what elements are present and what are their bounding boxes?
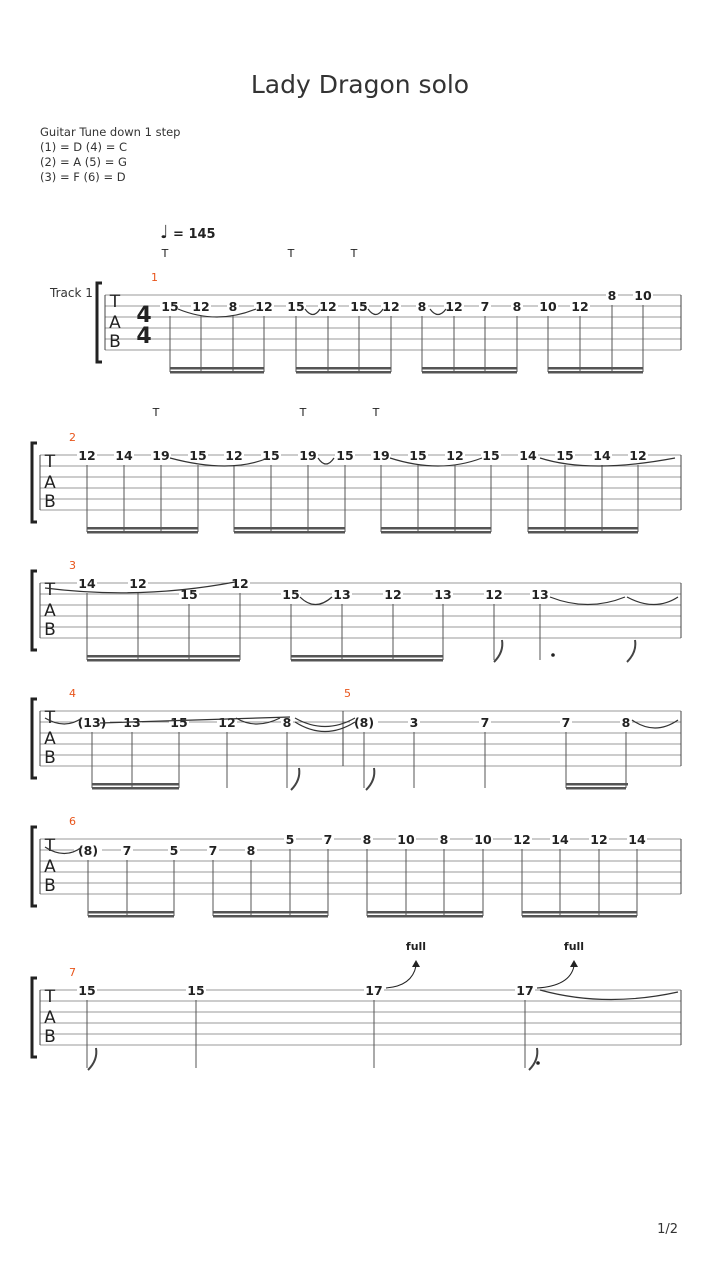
fret-number: 19 bbox=[372, 448, 390, 463]
fret-number: 14 bbox=[115, 448, 133, 463]
tab-letter-t: T bbox=[44, 580, 56, 600]
fret-number: 17 bbox=[365, 983, 383, 998]
bar-number: 6 bbox=[69, 815, 76, 828]
beam-stub bbox=[88, 911, 95, 914]
tab-letter-b: B bbox=[44, 620, 56, 640]
tab-letter-t: T bbox=[109, 292, 121, 312]
tap-marking: T bbox=[287, 247, 295, 260]
beam-stub bbox=[167, 911, 174, 914]
time-signature-top: 4 bbox=[136, 303, 152, 328]
tab-letter-a: A bbox=[44, 729, 56, 749]
fret-number: 12 bbox=[446, 448, 464, 463]
beam bbox=[92, 787, 179, 790]
tie-curve bbox=[300, 597, 332, 605]
tuning-line: (2) = A (5) = G bbox=[40, 155, 127, 169]
beam bbox=[566, 783, 626, 786]
fret-number: 12 bbox=[513, 832, 531, 847]
beam bbox=[213, 915, 328, 918]
score-title: Lady Dragon solo bbox=[250, 70, 470, 99]
fret-number: 12 bbox=[382, 299, 400, 314]
bar-number: 5 bbox=[344, 687, 351, 700]
beam bbox=[296, 367, 391, 370]
fret-number: 12 bbox=[225, 448, 243, 463]
fret-number: 7 bbox=[122, 843, 132, 858]
tap-marking: T bbox=[299, 406, 307, 419]
system-bracket bbox=[32, 571, 37, 650]
fret-number: 12 bbox=[445, 299, 463, 314]
fret-number: 8 bbox=[417, 299, 427, 314]
fret-number: 7 bbox=[480, 715, 490, 730]
fret-number: (8) bbox=[353, 715, 375, 730]
fret-number: 8 bbox=[439, 832, 449, 847]
note-flag bbox=[88, 1048, 96, 1070]
beam bbox=[213, 911, 328, 914]
fret-number: 19 bbox=[299, 448, 317, 463]
beam-stub bbox=[92, 783, 99, 786]
track-name: Track 1 bbox=[50, 286, 93, 300]
dot bbox=[551, 653, 555, 657]
tab-letter-b: B bbox=[44, 492, 56, 512]
note-flag bbox=[627, 640, 635, 662]
bend-curve bbox=[386, 966, 416, 988]
tab-letter-a: A bbox=[44, 857, 56, 877]
fret-number: 7 bbox=[323, 832, 333, 847]
fret-number: (13) bbox=[77, 715, 107, 730]
fret-number: 12 bbox=[192, 299, 210, 314]
tie-curve bbox=[550, 597, 625, 605]
tie-curve bbox=[368, 309, 383, 315]
fret-number: 8 bbox=[246, 843, 256, 858]
fret-number: 14 bbox=[78, 576, 96, 591]
fret-number: 14 bbox=[593, 448, 611, 463]
quarter-note-icon: ♩ bbox=[160, 222, 169, 243]
tab-letter-a: A bbox=[109, 313, 121, 333]
fret-number: 12 bbox=[485, 587, 503, 602]
tab-letter-a: A bbox=[44, 473, 56, 493]
beam bbox=[522, 911, 637, 914]
fret-number: 8 bbox=[362, 832, 372, 847]
fret-number: 8 bbox=[621, 715, 631, 730]
beam bbox=[381, 527, 491, 530]
tie-curve bbox=[627, 597, 678, 605]
fret-number: 15 bbox=[161, 299, 179, 314]
fret-number: (8) bbox=[77, 843, 99, 858]
beam bbox=[367, 911, 483, 914]
tie-curve bbox=[390, 458, 482, 466]
bar-number: 4 bbox=[69, 687, 76, 700]
fret-number: 7 bbox=[208, 843, 218, 858]
beam bbox=[367, 915, 483, 918]
fret-number: 15 bbox=[189, 448, 207, 463]
fret-number: 8 bbox=[512, 299, 522, 314]
tie-curve bbox=[540, 990, 678, 1000]
fret-number: 12 bbox=[590, 832, 608, 847]
fret-number: 15 bbox=[170, 715, 188, 730]
fret-number: 14 bbox=[551, 832, 569, 847]
fret-number: 15 bbox=[482, 448, 500, 463]
tab-letter-b: B bbox=[109, 332, 121, 352]
system-bracket bbox=[32, 827, 37, 906]
fret-number: 15 bbox=[78, 983, 96, 998]
beam-stub bbox=[621, 783, 628, 786]
beam bbox=[88, 915, 174, 918]
beam bbox=[548, 367, 643, 370]
fret-number: 12 bbox=[231, 576, 249, 591]
fret-number: 12 bbox=[255, 299, 273, 314]
tab-letter-t: T bbox=[44, 452, 56, 472]
system-bracket bbox=[97, 283, 102, 362]
tab-letter-a: A bbox=[44, 601, 56, 621]
fret-number: 15 bbox=[262, 448, 280, 463]
bend-arrow bbox=[412, 960, 420, 967]
fret-number: 7 bbox=[480, 299, 490, 314]
beam bbox=[234, 531, 345, 534]
beam bbox=[528, 531, 638, 534]
fret-number: 10 bbox=[397, 832, 415, 847]
fret-number: 15 bbox=[409, 448, 427, 463]
note-flag bbox=[366, 768, 374, 790]
fret-number: 13 bbox=[333, 587, 351, 602]
fret-number: 15 bbox=[187, 983, 205, 998]
fret-number: 7 bbox=[561, 715, 571, 730]
tab-letter-b: B bbox=[44, 748, 56, 768]
system-bracket bbox=[32, 443, 37, 522]
fret-number: 5 bbox=[285, 832, 295, 847]
beam bbox=[170, 367, 264, 370]
fret-number: 15 bbox=[282, 587, 300, 602]
fret-number: 8 bbox=[228, 299, 238, 314]
beam bbox=[87, 659, 240, 662]
tap-marking: T bbox=[350, 247, 358, 260]
fret-number: 10 bbox=[634, 288, 652, 303]
bend-label: full bbox=[405, 940, 427, 953]
tie-curve bbox=[170, 458, 268, 466]
tap-marking: T bbox=[161, 247, 169, 260]
bar-number: 3 bbox=[69, 559, 76, 572]
fret-number: 14 bbox=[519, 448, 537, 463]
fret-number: 19 bbox=[152, 448, 170, 463]
beam bbox=[422, 367, 517, 370]
tab-letter-a: A bbox=[44, 1008, 56, 1028]
beam bbox=[291, 655, 443, 658]
fret-number: 15 bbox=[287, 299, 305, 314]
tempo-value: = 145 bbox=[173, 227, 216, 242]
fret-number: 12 bbox=[218, 715, 236, 730]
fret-number: 10 bbox=[474, 832, 492, 847]
tie-curve bbox=[178, 309, 256, 317]
fret-number: 8 bbox=[282, 715, 292, 730]
tap-marking: T bbox=[152, 406, 160, 419]
page-number: 1/2 bbox=[657, 1222, 678, 1237]
fret-number: 13 bbox=[434, 587, 452, 602]
note-flag bbox=[291, 768, 299, 790]
beam bbox=[87, 655, 240, 658]
tab-letter-t: T bbox=[44, 987, 56, 1007]
beam bbox=[522, 915, 637, 918]
beam bbox=[422, 371, 517, 374]
fret-number: 14 bbox=[628, 832, 646, 847]
time-signature-bottom: 4 bbox=[136, 324, 152, 349]
fret-number: 13 bbox=[123, 715, 141, 730]
fret-number: 15 bbox=[350, 299, 368, 314]
fret-number: 12 bbox=[384, 587, 402, 602]
fret-number: 12 bbox=[629, 448, 647, 463]
bar-number: 7 bbox=[69, 966, 76, 979]
tie-curve bbox=[305, 309, 320, 315]
note-flag bbox=[529, 1048, 537, 1070]
fret-number: 13 bbox=[531, 587, 549, 602]
bar-number: 2 bbox=[69, 431, 76, 444]
beam bbox=[381, 531, 491, 534]
tab-letter-b: B bbox=[44, 876, 56, 896]
fret-number: 12 bbox=[78, 448, 96, 463]
tab-letter-b: B bbox=[44, 1027, 56, 1047]
beam bbox=[296, 371, 391, 374]
fret-number: 15 bbox=[180, 587, 198, 602]
fret-number: 12 bbox=[129, 576, 147, 591]
bend-label: full bbox=[563, 940, 585, 953]
tab-letter-t: T bbox=[44, 708, 56, 728]
tie-curve bbox=[632, 720, 678, 728]
beam bbox=[87, 531, 198, 534]
tie-curve bbox=[318, 458, 334, 464]
fret-number: 5 bbox=[169, 843, 179, 858]
dot bbox=[536, 1061, 540, 1065]
tuning-heading: Guitar Tune down 1 step bbox=[40, 125, 181, 139]
fret-number: 3 bbox=[409, 715, 419, 730]
system-bracket bbox=[32, 978, 37, 1057]
tab-letter-t: T bbox=[44, 836, 56, 856]
beam bbox=[170, 371, 264, 374]
bend-curve bbox=[537, 966, 574, 988]
fret-number: 15 bbox=[336, 448, 354, 463]
fret-number: 17 bbox=[516, 983, 534, 998]
bend-arrow bbox=[570, 960, 578, 967]
beam bbox=[548, 371, 643, 374]
beam bbox=[566, 787, 626, 790]
tuning-line: (1) = D (4) = C bbox=[40, 140, 128, 154]
beam bbox=[528, 527, 638, 530]
note-flag bbox=[494, 640, 502, 662]
tuning-line: (3) = F (6) = D bbox=[40, 170, 126, 184]
fret-number: 15 bbox=[556, 448, 574, 463]
tie-curve bbox=[430, 309, 446, 315]
beam bbox=[92, 783, 179, 786]
beam bbox=[87, 527, 198, 530]
bar-number: 1 bbox=[151, 271, 158, 284]
system-bracket bbox=[32, 699, 37, 778]
fret-number: 12 bbox=[571, 299, 589, 314]
beam bbox=[291, 659, 443, 662]
tap-marking: T bbox=[372, 406, 380, 419]
fret-number: 8 bbox=[607, 288, 617, 303]
beam bbox=[88, 911, 174, 914]
fret-number: 10 bbox=[539, 299, 557, 314]
beam bbox=[234, 527, 345, 530]
fret-number: 12 bbox=[319, 299, 337, 314]
